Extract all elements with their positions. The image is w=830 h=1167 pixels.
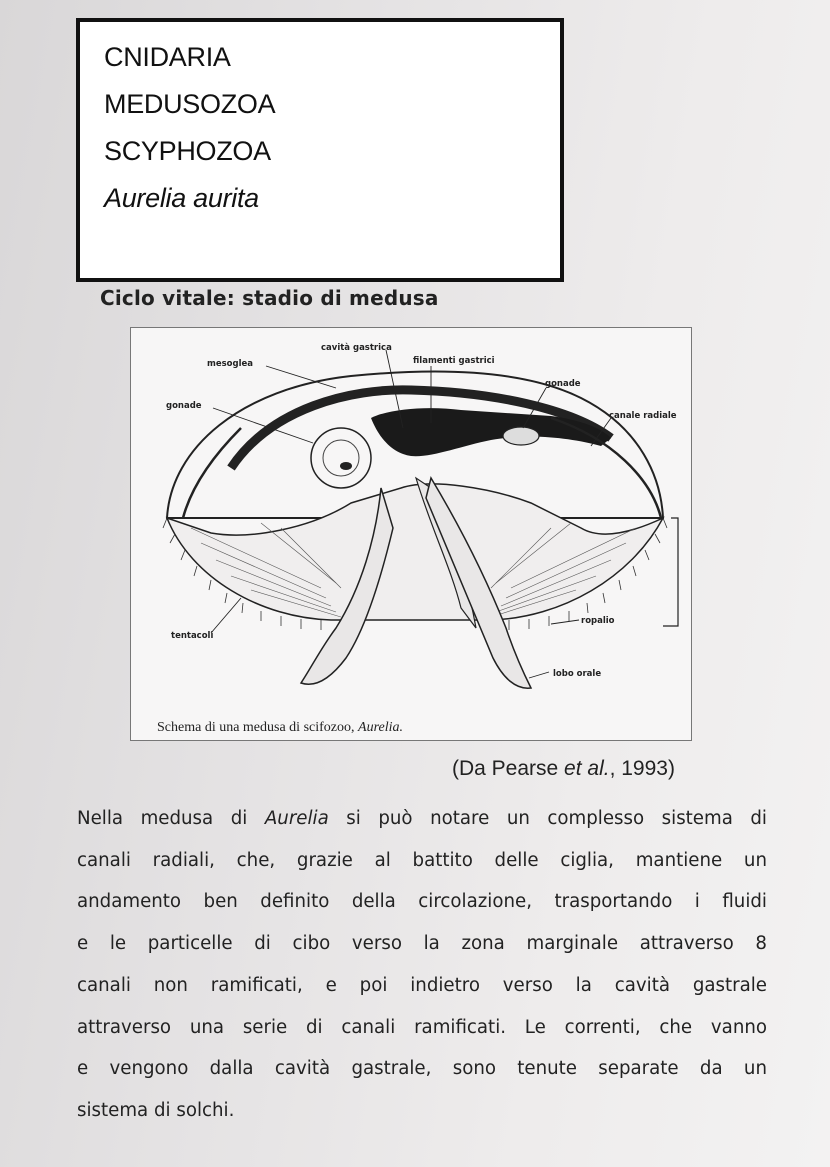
ropalio-bracket bbox=[663, 518, 678, 626]
label-gonade-right: gonade bbox=[545, 379, 581, 389]
label-mesoglea: mesoglea bbox=[207, 359, 254, 369]
paragraph-line-6: attraverso una serie di canali ramificati. Le correnti, che vanno bbox=[77, 1016, 767, 1038]
phylum-label: CNIDARIA bbox=[104, 42, 231, 72]
gonad-right bbox=[503, 427, 539, 445]
species-label: Aurelia aurita bbox=[104, 183, 259, 213]
section-title: Ciclo vitale: stadio di medusa bbox=[100, 286, 439, 310]
paragraph-line-3: andamento ben definito della circolazione, trasportando i fluidi bbox=[77, 891, 767, 913]
paragraph-line-5: canali non ramificati, e poi indietro verso la cavità gastrale bbox=[77, 974, 767, 996]
taxonomy-box bbox=[76, 18, 564, 282]
subumbrella bbox=[167, 484, 663, 620]
source-close: , 1993) bbox=[609, 757, 675, 780]
source-citation bbox=[452, 757, 675, 781]
caption-genus: Aurelia. bbox=[358, 720, 403, 735]
label-canale-radiale: canale radiale bbox=[609, 411, 677, 421]
line-1-start: Nella medusa di bbox=[77, 808, 265, 829]
paragraph-line-7: e vengono dalla cavità gastrale, sono tenute separate da un bbox=[77, 1058, 767, 1080]
caption-prefix: Schema di una medusa di scifozoo, bbox=[157, 720, 355, 735]
paragraph-line-1 bbox=[77, 798, 767, 840]
source-etal: et al. bbox=[564, 757, 610, 780]
label-lobo-orale: lobo orale bbox=[553, 669, 602, 679]
line-1-end: si può notare un complesso sistema di bbox=[328, 808, 767, 829]
label-gonade-left: gonade bbox=[166, 401, 202, 411]
description-paragraph bbox=[77, 798, 767, 1132]
gonad-left bbox=[311, 428, 371, 488]
medusa-diagram bbox=[131, 328, 693, 742]
paragraph-line-8: sistema di solchi. bbox=[77, 1099, 235, 1121]
paragraph-line-2: canali radiali, che, grazie al battito delle ciglia, mantiene un bbox=[77, 849, 767, 871]
medusa-diagram-figure bbox=[130, 327, 692, 741]
label-cavita-gastrica: cavità gastrica bbox=[321, 343, 392, 353]
subphylum-label: MEDUSOZOA bbox=[104, 89, 276, 119]
label-tentacoli: tentacoli bbox=[171, 631, 214, 641]
class-label: SCYPHOZOA bbox=[104, 136, 271, 166]
label-filamenti-gastrici: filamenti gastrici bbox=[413, 356, 495, 366]
label-ropalio: ropalio bbox=[581, 616, 615, 626]
paragraph-line-4: e le particelle di cibo verso la zona marginale attraverso 8 bbox=[77, 933, 767, 955]
source-open: (Da Pearse bbox=[452, 757, 565, 780]
figure-caption bbox=[157, 720, 403, 736]
line-1-genus: Aurelia bbox=[264, 808, 329, 829]
